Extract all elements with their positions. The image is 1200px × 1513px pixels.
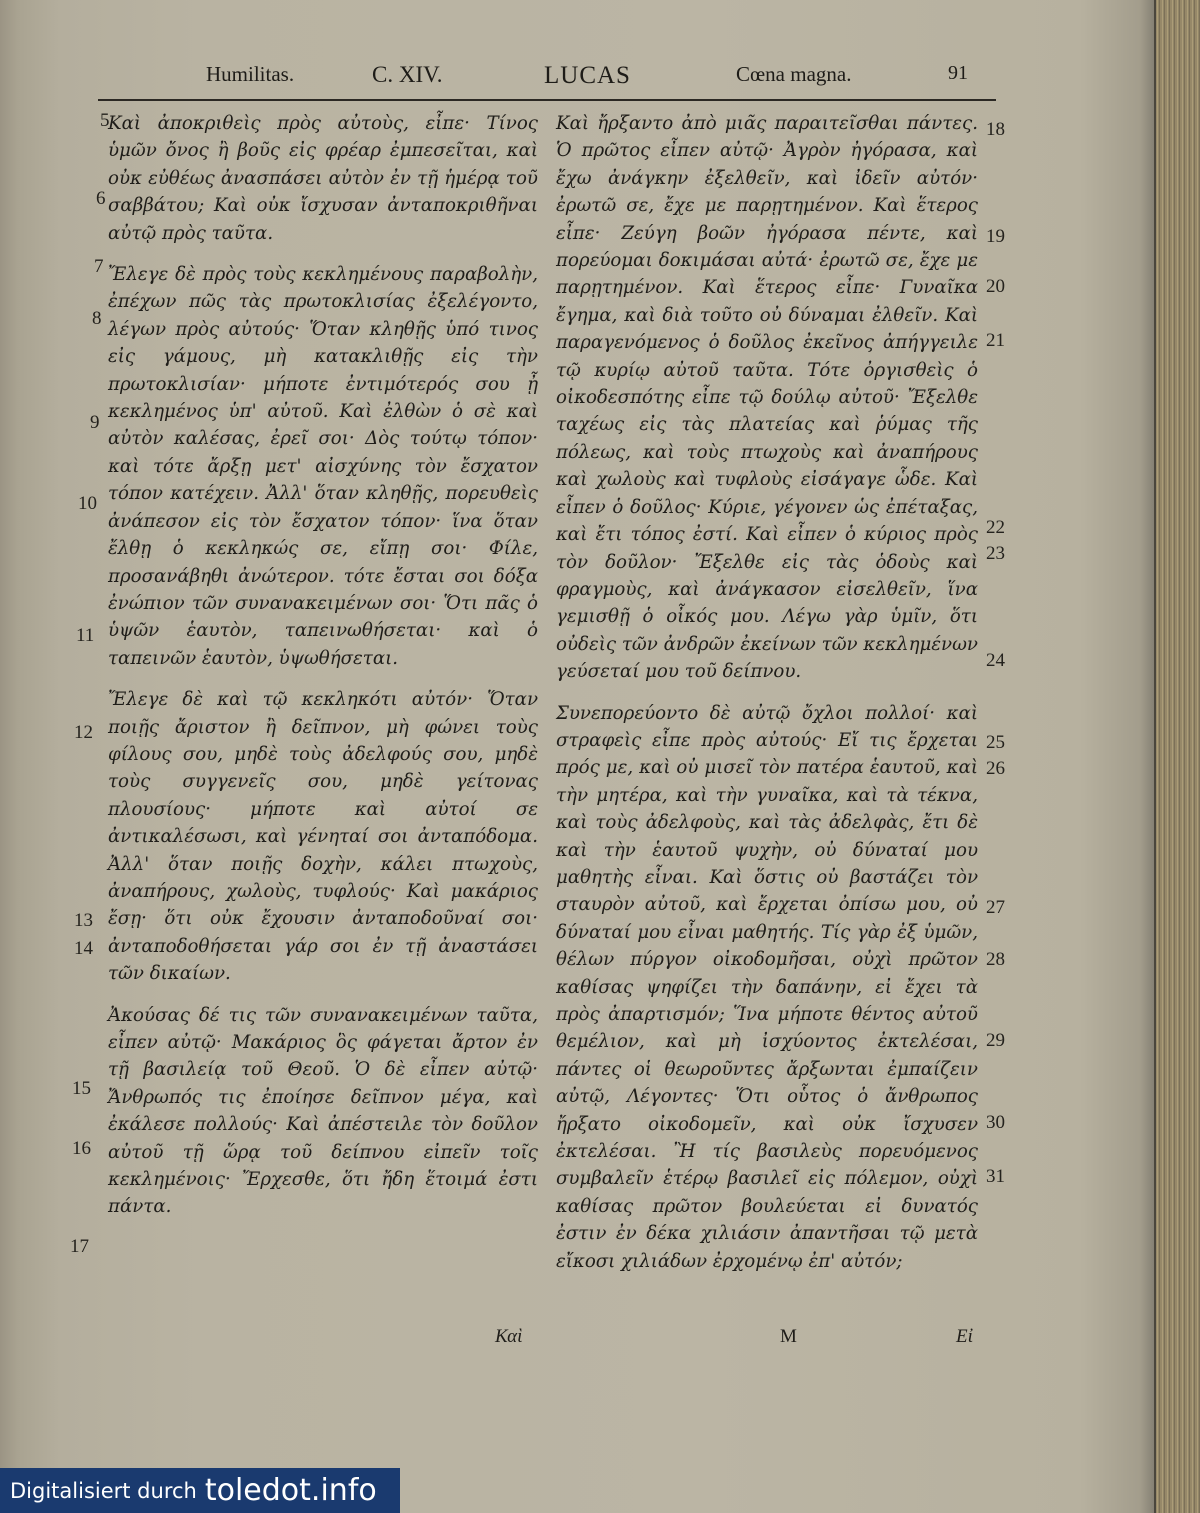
- verse-number: 24: [986, 650, 1005, 671]
- verse-number: 29: [986, 1030, 1005, 1051]
- left-text-column: [108, 110, 538, 1221]
- left-paragraph-2: Ἔλεγε δὲ πρὸς τοὺς κεκλημένους παραβολὴν, ἐπέχων πῶς τὰς πρωτοκλισίας ἐξελέγοντο, λέγων πρὸς αὐτούς· Ὅταν κληθῇς ὑπό τινος εἰς γάμους, μὴ κατακλιθῇς εἰς τὴν πρωτοκλισίαν· μήποτε ἐντιμότερός σου ᾖ κεκλημένος ὑπ' αὐτοῦ. Καὶ ἐλθὼν ὁ σὲ καὶ αὐτὸν καλέσας, ἐρεῖ σοι· Δὸς τούτῳ τόπον· καὶ τότε ἄρξῃ μετ' αἰσχύνης τὸν ἔσχατον τόπον κατέχειν. Ἀλλ' ὅταν κληθῇς, πορευθεὶς ἀνάπεσον εἰς τὸν ἔσχατον τόπον· ἵνα ὅταν ἔλθῃ ὁ κεκληκώς σε, εἴπῃ σοι· Φίλε, προσανάβηθι ἀνώτερον. τότε ἔσται σοι δόξα ἐνώπιον τῶν συνανακειμένων σοι· Ὅτι πᾶς ὁ ὑψῶν ἑαυτὸν, ταπεινωθήσεται· καὶ ὁ ταπεινῶν ἑαυτὸν, ὑψωθήσεται.: [108, 264, 538, 669]
- header-left-title: Humilitas.: [206, 62, 295, 86]
- verse-number: 31: [986, 1166, 1005, 1187]
- book-page-edges: [1154, 0, 1200, 1513]
- catchword-right: Εἰ: [956, 1326, 973, 1347]
- watermark-prefix: Digitalisiert durch: [10, 1478, 197, 1503]
- signature-mark: M: [780, 1326, 797, 1347]
- header-rule: [98, 99, 996, 101]
- verse-number: 18: [986, 119, 1005, 140]
- verse-number: 16: [72, 1138, 91, 1159]
- catchword: Καὶ: [495, 1326, 523, 1347]
- verse-number: 5: [100, 110, 110, 131]
- right-paragraph-2: Συνεπορεύοντο δὲ αὐτῷ ὄχλοι πολλοί· καὶ στραφεὶς εἶπε πρὸς αὐτούς· Εἴ τις ἔρχεται πρός με, καὶ οὐ μισεῖ τὸν πατέρα ἑαυτοῦ, καὶ τὴν μητέρα, καὶ τὴν γυναῖκα, καὶ τὰ τέκνα, καὶ τοὺς ἀδελφοὺς, καὶ τὰς ἀδελφὰς, ἔτι δὲ καὶ τὴν ἑαυτοῦ ψυχὴν, οὐ δύναταί μου μαθητὴς εἶναι. Καὶ ὅστις οὐ βαστάζει τὸν σταυρὸν αὐτοῦ, καὶ ἔρχεται ὀπίσω μου, οὐ δύναταί μου εἶναι μαθητής. Τίς γὰρ ἐξ ὑμῶν, θέλων πύργον οἰκοδομῆσαι, οὐχὶ πρῶτον καθίσας ψηφίζει τὴν δαπάνην, εἰ ἔχει τὰ πρὸς ἀπαρτισμόν; Ἵνα μήποτε θέντος αὐτοῦ θεμέλιον, καὶ μὴ ἰσχύοντος ἐκτελέσαι, πάντες οἱ θεωροῦντες ἄρξωνται ἐμπαίζειν αὐτῷ, Λέγοντες· Ὅτι οὗτος ὁ ἄνθρωπος ἤρξατο οἰκοδομεῖν, καὶ οὐκ ἴσχυσεν ἐκτελέσαι. Ἢ τίς βασιλεὺς πορευόμενος συμβαλεῖν ἑτέρῳ βασιλεῖ εἰς πόλεμον, οὐχὶ καθίσας πρῶτον βουλεύεται εἰ δυνατός ἐστιν ἐν δέκα χιλιάσιν ἀπαντῆσαι τῷ μετὰ εἴκοσι χιλιάδων ἐρχομένῳ ἐπ' αὐτόν;: [556, 702, 978, 1272]
- verse-number: 12: [74, 722, 93, 743]
- verse-number: 6: [96, 188, 106, 209]
- left-paragraph-1: Καὶ ἀποκριθεὶς πρὸς αὐτοὺς, εἶπε· Τίνος ὑμῶν ὄνος ἢ βοῦς εἰς φρέαρ ἐμπεσεῖται, καὶ οὐκ εὐθέως ἀνασπάσει αὐτὸν ἐν τῇ ἡμέρᾳ τοῦ σαββάτου; Καὶ οὐκ ἴσχυσαν ἀνταποκριθῆναι αὐτῷ πρὸς ταῦτα.: [108, 113, 538, 244]
- watermark-brand: toledot.info: [204, 1473, 377, 1508]
- left-paragraph-4: Ἀκούσας δέ τις τῶν συνανακειμένων ταῦτα, εἶπεν αὐτῷ· Μακάριος ὃς φάγεται ἄρτον ἐν τῇ βασιλείᾳ τοῦ Θεοῦ. Ὁ δὲ εἶπεν αὐτῷ· Ἄνθρωπός τις ἐποίησε δεῖπνον μέγα, καὶ ἐκάλεσε πολλούς· Καὶ ἀπέστειλε τὸν δοῦλον αὐτοῦ τῇ ὥρᾳ τοῦ δείπνου εἰπεῖν τοῖς κεκλημένοις· Ἔρχεσθε, ὅτι ἤδη ἕτοιμά ἐστι πάντα.: [108, 1004, 538, 1218]
- verse-number: 23: [986, 543, 1005, 564]
- header-right-title: Cœna magna.: [736, 62, 852, 86]
- verse-number: 19: [986, 226, 1005, 247]
- verse-number: 27: [986, 897, 1005, 918]
- verse-number: 7: [94, 256, 104, 277]
- verse-number: 21: [986, 330, 1005, 351]
- header-chapter: C. XIV.: [372, 62, 443, 87]
- verse-number: 17: [70, 1236, 89, 1257]
- page-number: 91: [948, 62, 968, 84]
- verse-number: 26: [986, 758, 1005, 779]
- verse-number: 9: [90, 412, 100, 433]
- verse-number: 11: [76, 625, 95, 646]
- running-header: [86, 58, 990, 98]
- verse-number: 20: [986, 276, 1005, 297]
- verse-number: 8: [92, 308, 102, 329]
- verse-number: 14: [74, 938, 93, 959]
- verse-number: 22: [986, 517, 1005, 538]
- verse-number: 13: [74, 910, 93, 931]
- header-book-title: LUCAS: [544, 62, 631, 89]
- verse-number: 25: [986, 732, 1005, 753]
- verse-number: 15: [72, 1078, 91, 1099]
- right-text-column: [556, 110, 978, 1275]
- verse-number: 30: [986, 1112, 1005, 1133]
- right-paragraph-1: Καὶ ἤρξαντο ἀπὸ μιᾶς παραιτεῖσθαι πάντες. Ὁ πρῶτος εἶπεν αὐτῷ· Ἀγρὸν ἠγόρασα, καὶ ἔχω ἀνάγκην ἐξελθεῖν, καὶ ἰδεῖν αὐτόν· ἐρωτῶ σε, ἔχε με παρῃτημένον. Καὶ ἕτερος εἶπε· Ζεύγη βοῶν ἠγόρασα πέντε, καὶ πορεύομαι δοκιμάσαι αὐτά· ἐρωτῶ σε, ἔχε με παρῃτημένον. Καὶ ἕτερος εἶπε· Γυναῖκα ἔγημα, καὶ διὰ τοῦτο οὐ δύναμαι ἐλθεῖν. Καὶ παραγενόμενος ὁ δοῦλος ἐκεῖνος ἀπήγγειλε τῷ κυρίῳ αὐτοῦ ταῦτα. Τότε ὀργισθεὶς ὁ οἰκοδεσπότης εἶπε τῷ δούλῳ αὐτοῦ· Ἔξελθε ταχέως εἰς τὰς πλατείας καὶ ῥύμας τῆς πόλεως, καὶ τοὺς πτωχοὺς καὶ ἀναπήρους καὶ χωλοὺς καὶ τυφλοὺς εἰσάγαγε ὧδε. Καὶ εἶπεν ὁ δοῦλος· Κύριε, γέγονεν ὡς ἐπέταξας, καὶ ἔτι τόπος ἐστί. Καὶ εἶπεν ὁ κύριος πρὸς τὸν δοῦλον· Ἔξελθε εἰς τὰς ὁδοὺς καὶ φραγμοὺς, καὶ ἀνάγκασον εἰσελθεῖν, ἵνα γεμισθῇ ὁ οἶκός μου. Λέγω γὰρ ὑμῖν, ὅτι οὐδεὶς τῶν ἀνδρῶν ἐκείνων τῶν κεκλημένων γεύσεταί μου τοῦ δείπνου.: [556, 113, 978, 683]
- verse-number: 28: [986, 949, 1005, 970]
- left-paragraph-3: Ἔλεγε δὲ καὶ τῷ κεκληκότι αὐτόν· Ὅταν ποιῇς ἄριστον ἢ δεῖπνον, μὴ φώνει τοὺς φίλους σου, μηδὲ τοὺς ἀδελφούς σου, μηδὲ τοὺς συγγενεῖς σου, μηδὲ γείτονας πλουσίους· μήποτε καὶ αὐτοί σε ἀντικαλέσωσι, καὶ γένηταί σοι ἀνταπόδομα. Ἀλλ' ὅταν ποιῇς δοχὴν, κάλει πτωχοὺς, ἀναπήρους, χωλοὺς, τυφλούς· Καὶ μακάριος ἔσῃ· ὅτι οὐκ ἔχουσιν ἀνταποδοῦναί σοι· ἀνταποδοθήσεται γάρ σοι ἐν τῇ ἀναστάσει τῶν δικαίων.: [108, 689, 538, 985]
- verse-number: 10: [78, 493, 97, 514]
- digitization-watermark: [0, 1468, 400, 1513]
